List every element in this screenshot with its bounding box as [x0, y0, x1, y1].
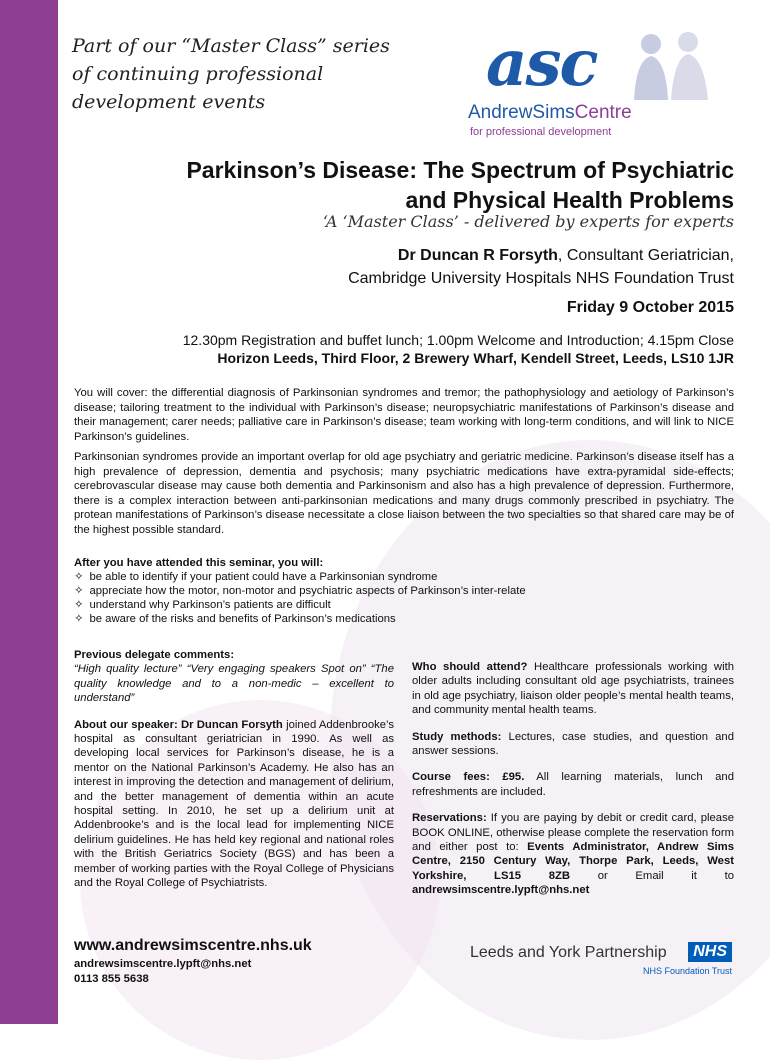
- page-title: [100, 155, 734, 215]
- partner-subtitle: NHS Foundation Trust: [642, 966, 732, 976]
- reservations-email-prefix: or Email it to: [570, 869, 734, 882]
- reservations-block: [412, 811, 734, 897]
- outcomes-list: [74, 570, 734, 626]
- methods-heading: Study methods:: [412, 730, 502, 743]
- speaker-org: Cambridge University Hospitals NHS Foundation Trust: [348, 270, 734, 287]
- series-tagline: [72, 32, 402, 116]
- about-block: [74, 718, 394, 891]
- comments-block: [74, 648, 394, 706]
- event-details: [74, 331, 734, 367]
- people-silhouette-icon: [616, 30, 726, 100]
- fees-text: All learning materials, lunch and refreshments are included.: [412, 771, 734, 798]
- reservations-address: Events Administrator, Andrew Sims Centre, 2150 Century Way, Thorpe Park, Leeds, West Yorkshire, LS15 8ZB: [412, 841, 734, 882]
- who-text: Healthcare professionals working with older adults including consultant old age psychiatrists, trainees in old age psychiatry, liaison older people’s mental health teams, and community mental health teams.: [412, 661, 734, 717]
- partner-name: Leeds and York Partnership: [470, 944, 667, 961]
- list-item: ✧ be aware of the risks and benefits of Parkinson’s medications: [74, 612, 734, 626]
- event-times: 12.30pm Registration and buffet lunch; 1.00pm Welcome and Introduction; 4.15pm Close: [182, 332, 734, 348]
- title-line: and Physical Health Problems: [405, 187, 734, 213]
- speaker-info: [100, 244, 734, 290]
- outcomes-heading: After you have attended this seminar, you will:: [74, 557, 324, 569]
- who-block: [412, 660, 734, 718]
- sidebar-stripe: [0, 0, 58, 1024]
- logo-subtitle: for professional development: [470, 126, 612, 138]
- tagline-line: Part of our “Master Class” series: [72, 35, 390, 57]
- speaker-name: Dr Duncan R Forsyth: [397, 247, 558, 264]
- comments-heading: Previous delegate comments:: [74, 649, 235, 661]
- title-line: Parkinson’s Disease: The Spectrum of Psychiatric: [186, 157, 734, 183]
- logo-wordmark: asc: [486, 26, 597, 101]
- event-venue: Horizon Leeds, Third Floor, 2 Brewery Wharf, Kendell Street, Leeds, LS10 1JR: [217, 350, 734, 366]
- methods-block: [412, 730, 734, 759]
- list-item: ✧ understand why Parkinson’s patients are difficult: [74, 598, 734, 612]
- event-date: Friday 9 October 2015: [566, 299, 734, 316]
- right-column: [412, 660, 734, 910]
- speaker-role: , Consultant Geriatrician,: [557, 247, 734, 264]
- context-paragraph: Parkinsonian syndromes provide an important overlap for old age psychiatry and geriatric medicine. Parkinson’s disease itself has a high prevalence of depression, dementia and psychosis; many psychiatric medications have extra-pyramidal side-effects; cerebrovascular disease may cause both dementia and Parkinsonism and also has a high prevalence of depression. Furthermore, there is a complex interaction between anti-parkinsonian medications and many drugs commonly prescribed in psychiatry. The protean manifestations of Parkinson’s disease necessitate a close liaison between the two specialties so that shared care may be of the highest possible standard.: [74, 451, 734, 536]
- logo-name-part: Centre: [574, 102, 632, 123]
- left-column: [74, 648, 394, 903]
- tagline-line: of continuing professional: [72, 63, 324, 85]
- footer-email-link[interactable]: andrewsimscentre.lypft@nhs.net: [74, 958, 252, 970]
- footer-phone: 0113 855 5638: [74, 973, 149, 985]
- tagline-line: development events: [72, 91, 266, 113]
- logo-name-part: AndrewSims: [468, 102, 575, 123]
- who-heading: Who should attend?: [412, 661, 528, 673]
- fees-heading: Course fees: £95.: [412, 771, 525, 784]
- comments-text: “High quality lecture” “Very engaging speakers Spot on” “The quality knowledge and to a non-medic – excellent to understand”: [74, 663, 394, 705]
- list-item: ✧ be able to identify if your patient could have a Parkinsonian syndrome: [74, 570, 734, 584]
- website-link[interactable]: www.andrewsimscentre.nhs.uk: [74, 937, 312, 954]
- reservations-email-link[interactable]: andrewsimscentre.lypft@nhs.net: [412, 884, 590, 897]
- asc-logo: [466, 26, 736, 140]
- list-item: ✧ appreciate how the motor, non-motor and psychiatric aspects of Parkinson’s inter-relate: [74, 584, 734, 598]
- fees-block: [412, 770, 734, 799]
- methods-text: Lectures, case studies, and question and answer sessions.: [412, 730, 734, 758]
- outcomes-section: [74, 556, 734, 626]
- subtitle: ‘A ‘Master Class’ - delivered by experts for experts: [322, 212, 734, 231]
- partner-logo: [470, 942, 732, 982]
- about-heading: About our speaker: Dr Duncan Forsyth: [74, 718, 283, 731]
- about-text: joined Addenbrooke’s hospital as consultant geriatrician in 1990. As well as developing local services for Parkinson’s disease, he is a mentor on the National Parkinson’s Academy. He also has an interest in improving the detection and management of delirium, and the better management of dementia within an acute hospital setting. In 2010, he set up a delirium unit at Addenbrooke’s and is the local lead for implementing NICE delirium guidelines. He has held key regional and national roles with the British Geriatrics Society (BGS) and has been a member of working parties with the Royal College of Physicians and the Royal College of Psychiatrists.: [74, 718, 394, 890]
- reservations-heading: Reservations:: [412, 812, 487, 825]
- reservations-text: If you are paying by debit or credit card, please BOOK ONLINE, otherwise please complete the reservation form and either post to:: [412, 812, 734, 854]
- nhs-logo: NHS: [688, 942, 732, 962]
- overview-paragraph: You will cover: the differential diagnosis of Parkinsonian syndromes and tremor; the pathophysiology and aetiology of Parkinson’s disease; tailoring treatment to the individual with Parkinson’s disease; neuropsychiatric manifestations of Parkinson’s disease and their management; carer needs; palliative care in Parkinson’s disease; team working with long-term conditions, and will link to NICE Parkinson’s guidelines.: [74, 387, 734, 443]
- logo-name: [468, 102, 632, 124]
